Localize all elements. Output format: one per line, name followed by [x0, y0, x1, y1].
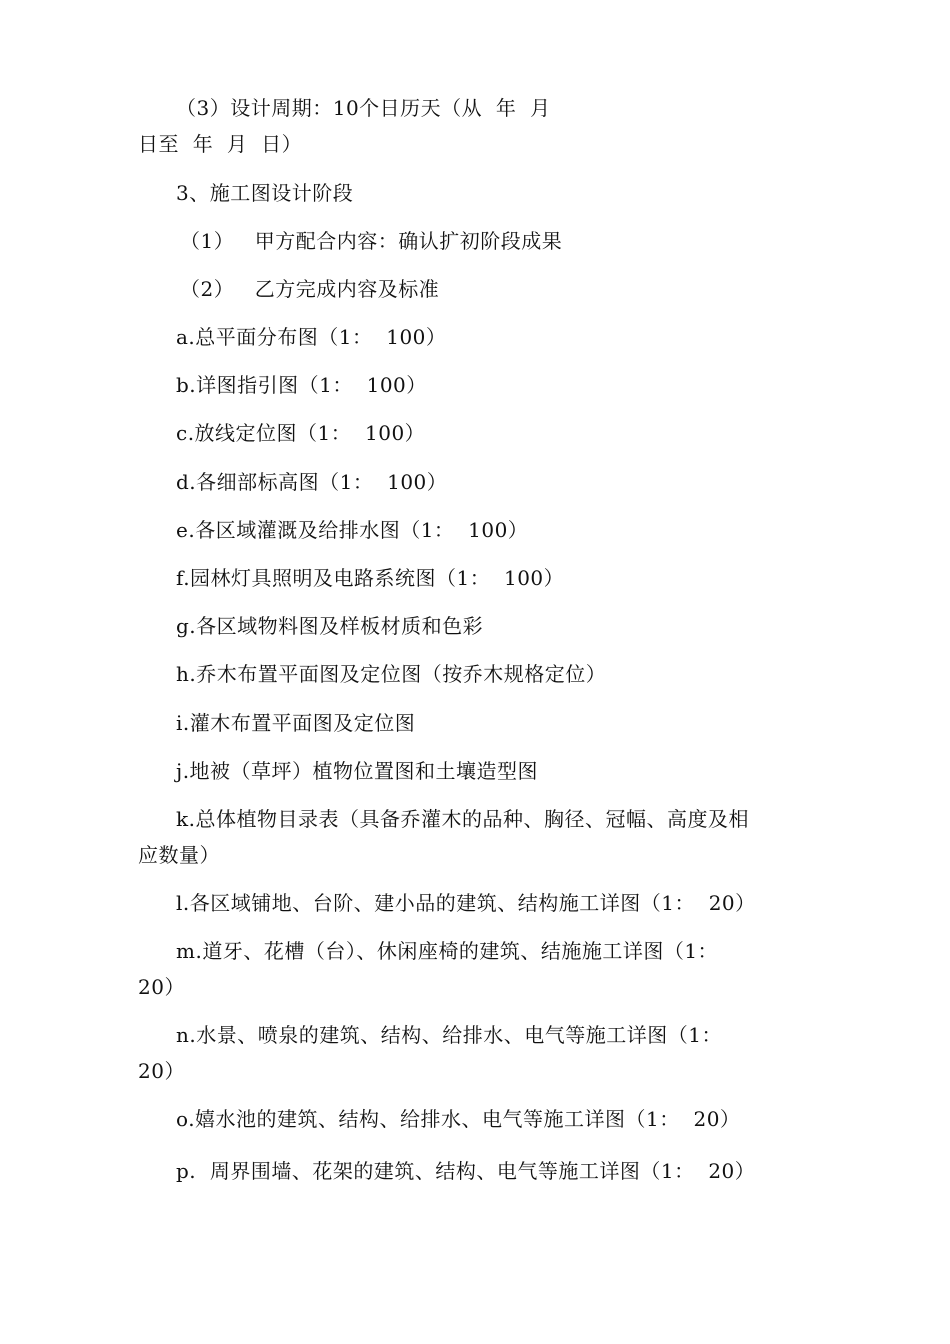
list-item-k-cont: 应数量） — [138, 843, 220, 867]
design-period-line: （3）设计周期：10个日历天（从 年 月 — [176, 96, 551, 120]
subsection-party-b: （2） 乙方完成内容及标准 — [180, 277, 440, 301]
list-item-c: c.放线定位图（1： 100） — [176, 421, 426, 445]
list-item-p: p. 周界围墙、花架的建筑、结构、电气等施工详图（1： 20） — [176, 1159, 756, 1183]
design-period-line-cont: 日至 年 月 日） — [138, 132, 303, 156]
subsection-party-a: （1） 甲方配合内容：确认扩初阶段成果 — [180, 229, 563, 253]
list-item-m: m.道牙、花槽（台）、休闲座椅的建筑、结施施工详图（1： — [176, 939, 719, 963]
list-item-o: o.嬉水池的建筑、结构、给排水、电气等施工详图（1： 20） — [176, 1107, 741, 1131]
list-item-n-cont: 20） — [138, 1059, 185, 1083]
section-heading: 3、施工图设计阶段 — [176, 181, 354, 205]
list-item-j: j.地被（草坪）植物位置图和土壤造型图 — [176, 759, 539, 783]
list-item-h: h.乔木布置平面图及定位图（按乔木规格定位） — [176, 662, 607, 686]
list-item-k: k.总体植物目录表（具备乔灌木的品种、胸径、冠幅、高度及相 — [176, 807, 749, 831]
list-item-n: n.水景、喷泉的建筑、结构、给排水、电气等施工详图（1： — [176, 1023, 722, 1047]
list-item-l: l.各区域铺地、台阶、建小品的建筑、结构施工详图（1： 20） — [176, 891, 756, 915]
list-item-i: i.灌木布置平面图及定位图 — [176, 711, 416, 735]
list-item-d: d.各细部标高图（1： 100） — [176, 470, 448, 494]
list-item-m-cont: 20） — [138, 975, 185, 999]
list-item-e: e.各区域灌溉及给排水图（1： 100） — [176, 518, 529, 542]
list-item-b: b.详图指引图（1： 100） — [176, 373, 427, 397]
list-item-a: a.总平面分布图（1： 100） — [176, 325, 447, 349]
list-item-f: f.园林灯具照明及电路系统图（1： 100） — [176, 566, 565, 590]
list-item-g: g.各区域物料图及样板材质和色彩 — [176, 614, 484, 638]
